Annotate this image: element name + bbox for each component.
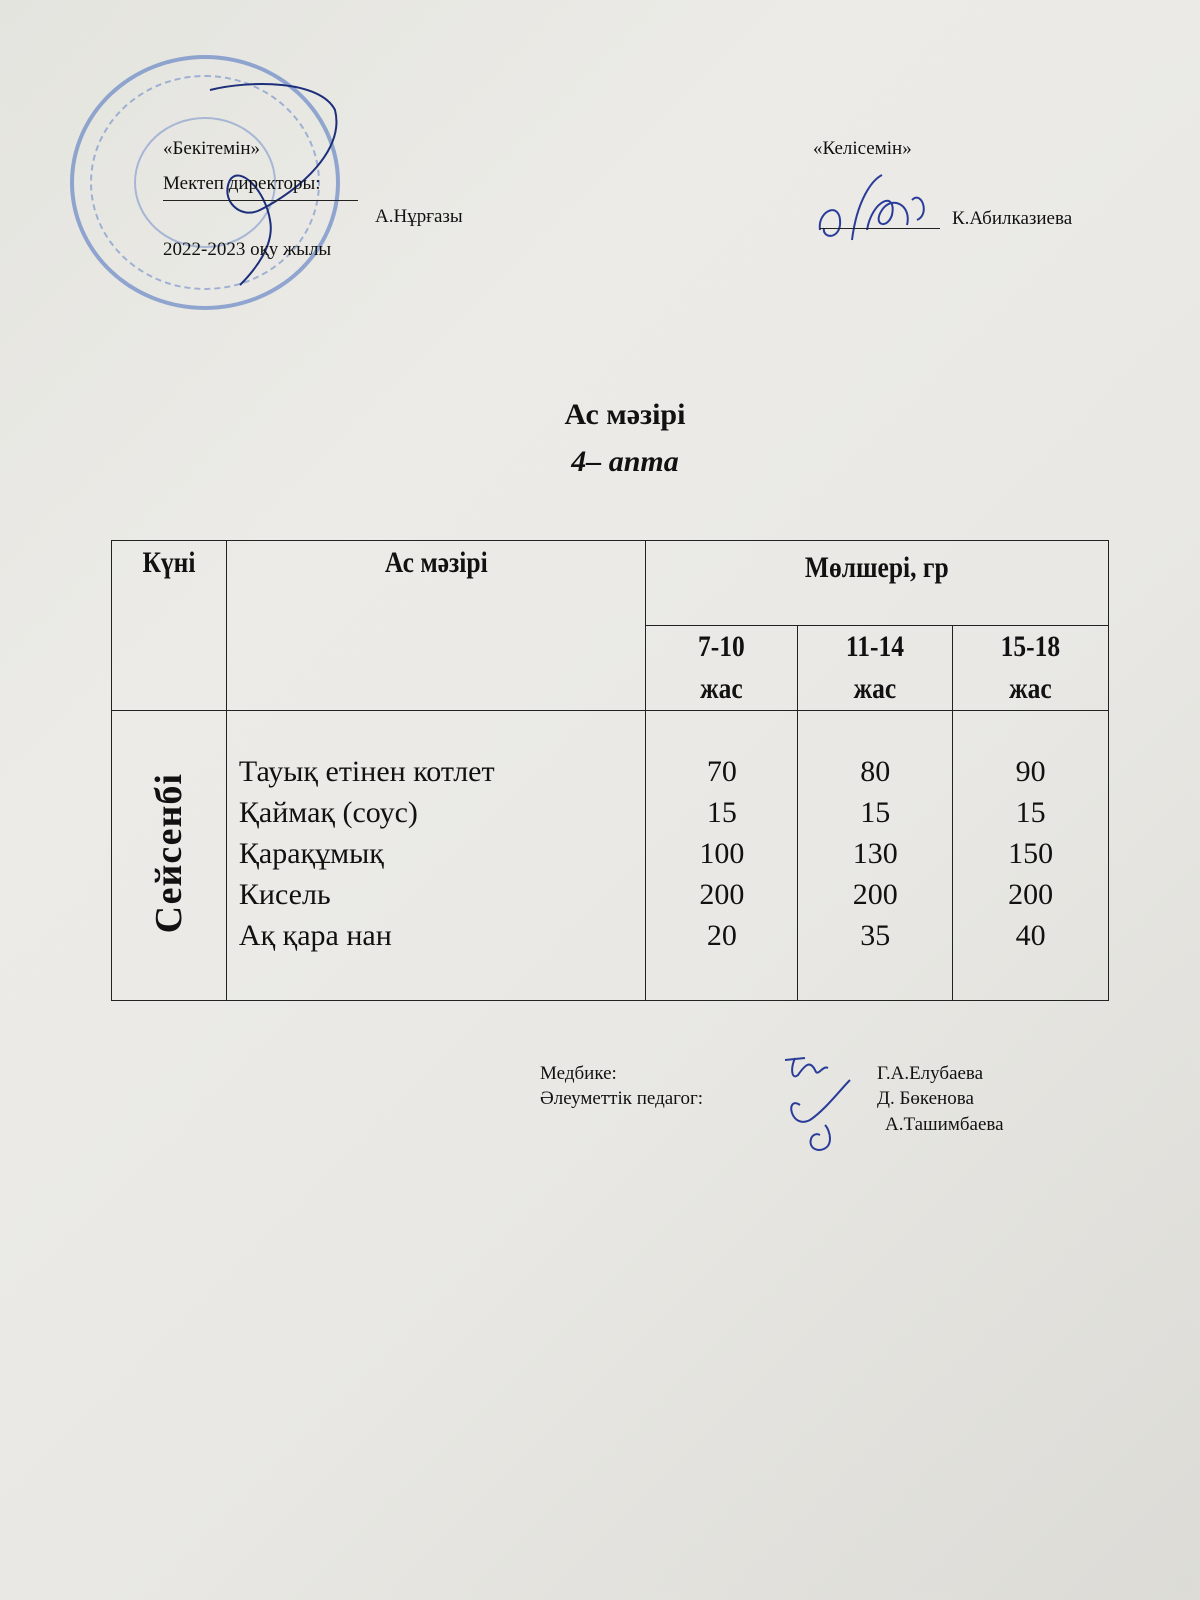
approver-name: К.Абилказиева	[952, 208, 1073, 229]
page-title: Ас мәзірі	[564, 398, 686, 431]
approval-left-heading: «Бекітемін»	[163, 138, 261, 159]
menu-item: Тауық етінен котлет	[238, 755, 495, 788]
amount-value: 15	[860, 796, 891, 829]
amount-value: 80	[860, 755, 891, 788]
nurse-label: Медбике:	[540, 1063, 617, 1084]
header-age-15-18: 15-18 жас	[953, 626, 1109, 711]
menu-table	[111, 540, 1109, 1001]
header-day: Күні	[112, 541, 227, 711]
amount-value: 90	[1015, 755, 1046, 788]
menu-item: Кисель	[238, 878, 331, 911]
header-age-7-10: 7-10 жас	[646, 626, 798, 711]
header-amount: Мөлшері, гр	[646, 541, 1109, 626]
amount-value: 35	[860, 919, 891, 952]
amount-value: 150	[1008, 837, 1054, 870]
day-label: Сейсенбі	[147, 772, 190, 934]
approval-right-heading: «Келісемін»	[813, 138, 912, 159]
amount-value: 130	[852, 837, 898, 870]
third-signatory-name: А.Ташимбаева	[885, 1114, 1004, 1135]
approver-signature-line	[820, 228, 940, 229]
footer-signatures-icon	[780, 1050, 870, 1170]
amounts-7-10-cell	[646, 711, 798, 1001]
menu-item: Қарақұмық	[238, 837, 384, 870]
header-age-11-14: 11-14 жас	[798, 626, 953, 711]
menu-item: Қаймақ (соус)	[238, 796, 418, 829]
approver-signature-icon	[812, 170, 937, 255]
amount-value: 70	[706, 755, 737, 788]
director-signature-line	[163, 200, 358, 201]
academic-year: 2022-2023 оқу жылы	[163, 239, 332, 260]
menu-items-cell	[226, 711, 646, 1001]
amount-value: 15	[706, 796, 737, 829]
amounts-15-18-cell	[953, 711, 1109, 1001]
approval-left-role: Мектеп директоры:	[163, 173, 321, 194]
pedagog-name: Д. Бөкенова	[877, 1088, 974, 1109]
amount-value: 40	[1015, 919, 1046, 952]
amount-value: 100	[699, 837, 745, 870]
week-label: 4– апта	[571, 445, 679, 478]
day-cell	[112, 711, 227, 1001]
amounts-11-14-cell	[798, 711, 953, 1001]
amount-value: 20	[706, 919, 737, 952]
amount-value: 200	[1008, 878, 1054, 911]
header-menu: Ас мәзірі	[226, 541, 646, 711]
amount-value: 200	[699, 878, 745, 911]
pedagog-label: Әлеуметтік педагог:	[540, 1088, 704, 1109]
amount-value: 200	[852, 878, 898, 911]
nurse-name: Г.А.Елубаева	[877, 1063, 984, 1084]
amount-value: 15	[1015, 796, 1046, 829]
menu-item: Ақ қара нан	[238, 919, 392, 952]
director-name: А.Нұрғазы	[375, 206, 463, 227]
